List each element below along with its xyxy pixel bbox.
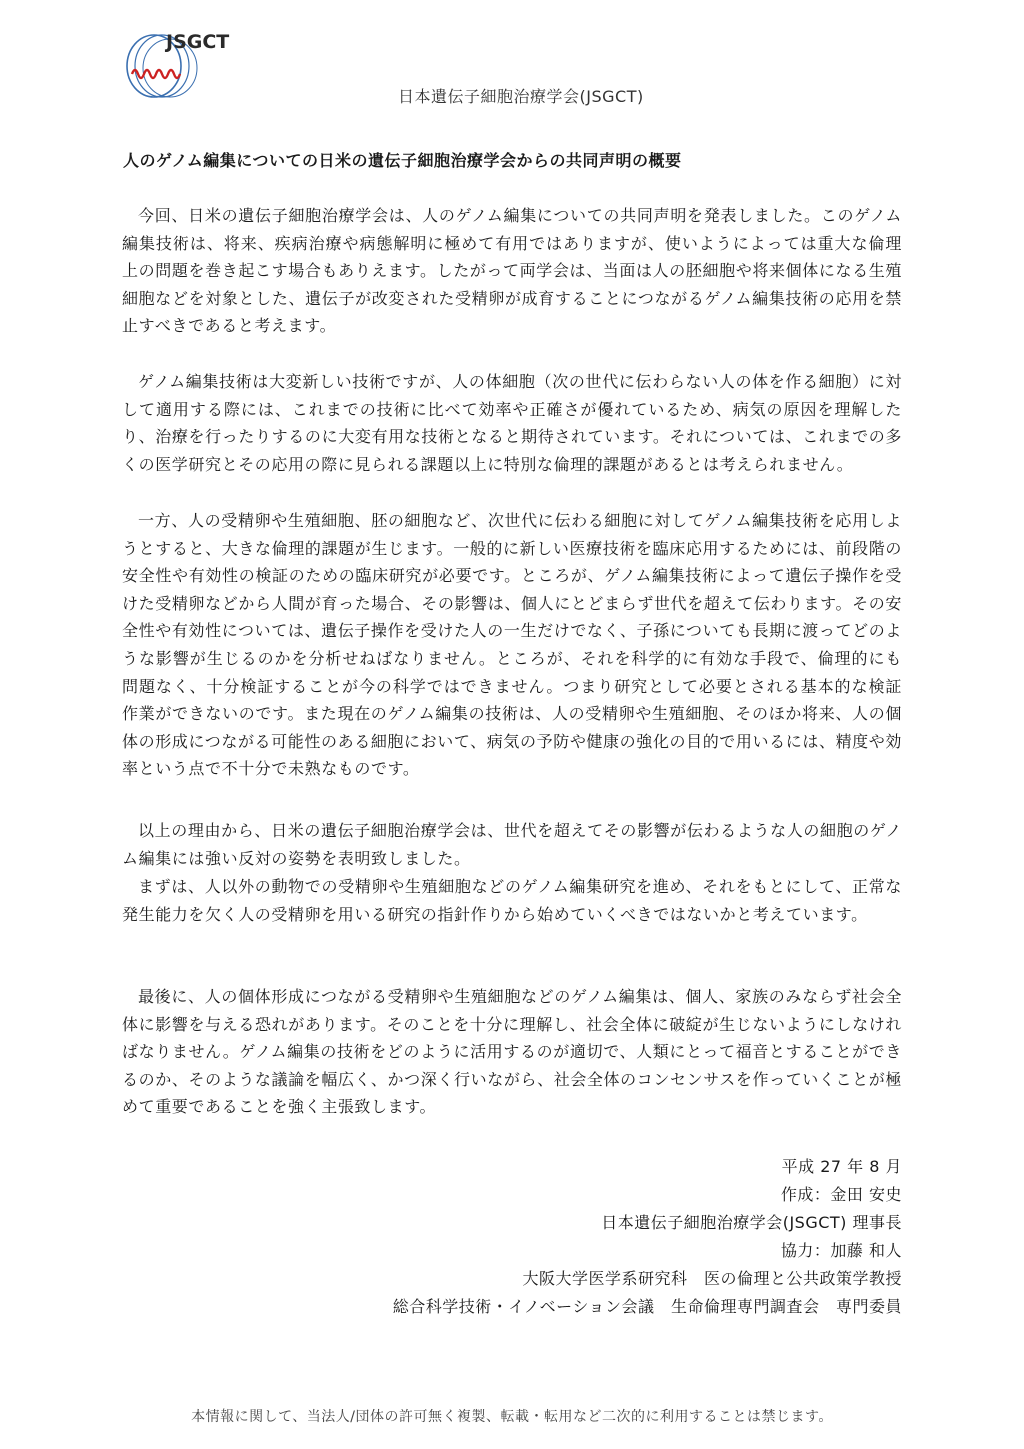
paragraph-4: 以上の理由から、日米の遺伝子細胞治療学会は、世代を超えてその影響が伝わるような人の細胞のゲノム編集には強い反対の姿勢を表明致しました。 [122, 821, 902, 868]
signature-date: 平成 27 年 8 月 [781, 1157, 902, 1176]
signature-author: 作成：金田 安史 [780, 1185, 902, 1204]
paragraph-5: まずは、人以外の動物での受精卵や生殖細胞などのゲノム編集研究を進め、それをもとにして、正常な発生能力を欠く人の受精卵を用いる研究の指針作りから始めていくべきではないかと考えています。 [122, 877, 902, 924]
paragraph-1: 今回、日米の遺伝子細胞治療学会は、人のゲノム編集についての共同声明を発表しました。このゲノム編集技術は、将来、疾病治療や病態解明に極めて有用ではありますが、使いようによっては重大な倫理上の問題を巻き起こす場合もありえます。したがって両学会は、当面は人の胚細胞や将来個体になる生殖細胞などを対象とした、遺伝子が改変された受精卵が成育することにつながるゲノム編集技術の応用を禁止すべきであると考えます。 [122, 206, 902, 336]
paragraph-3: 一方、人の受精卵や生殖細胞、胚の細胞など、次世代に伝わる細胞に対してゲノム編集技術を応用しようとすると、大きな倫理的課題が生じます。一般的に新しい医療技術を臨床応用するためには、前段階の安全性や有効性の検証のための臨床研究が必要です。ところが、ゲノム編集技術によって遺伝子操作を受けた受精卵などから人間が育った場合、その影響は、個人にとどまらず世代を超えて伝わります。その安全性や有効性については、遺伝子操作を受けた人の一生だけでなく、子孫についても長期に渡ってどのような影響が生じるのかを分析せねばなりません。ところが、それを科学的に有効な手段で、倫理的にも問題なく、十分検証することが今の科学ではできません。つまり研究として必要とされる基本的な検証作業ができないのです。また現在のゲノム編集の技術は、人の受精卵や生殖細胞、そのほか将来、人の個体の形成につながる可能性のある細胞において、病気の予防や健康の強化の目的で用いるには、精度や効率という点で不十分で未熟なものです。 [122, 511, 902, 779]
signature-author-title: 日本遺伝子細胞治療学会(JSGCT) 理事長 [601, 1213, 902, 1232]
footer-notice: 本情報に関して、当法人/団体の許可無く複製、転載・転用など二次的に利用することは禁じます。 [191, 1409, 833, 1425]
organization-header: 日本遺伝子細胞治療学会(JSGCT) [398, 87, 644, 106]
paragraph-2: ゲノム編集技術は大変新しい技術ですが、人の体細胞（次の世代に伝わらない人の体を作る細胞）に対して適用する際には、これまでの技術に比べて効率や正確さが優れているため、病気の原因を理解したり、治療を行ったりするのに大変有用な技術となると期待されています。それについては、これまでの多くの医学研究とその応用の際に見られる課題以上に特別な倫理的課題があるとは考えられません。 [122, 372, 902, 474]
signature-cooperator-title-1: 大阪大学医学系研究科 医の倫理と公共政策学教授 [522, 1269, 902, 1288]
logo-text: JSGCT [166, 31, 230, 53]
jsgct-logo [124, 28, 244, 98]
jsgct-logo-mark [124, 28, 244, 98]
paragraph-6: 最後に、人の個体形成につながる受精卵や生殖細胞などのゲノム編集は、個人、家族のみならず社会全体に影響を与える恐れがあります。そのことを十分に理解し、社会全体に破綻が生じないようにしなければなりません。ゲノム編集の技術をどのように活用するのが適切で、人類にとって福音とすることができるのか、そのような議論を幅広く、かつ深く行いながら、社会全体のコンセンサスを作っていくことが極めて重要であることを強く主張致します。 [122, 987, 902, 1117]
signature-cooperator: 協力：加藤 和人 [780, 1241, 902, 1260]
document-title: 人のゲノム編集についての日米の遺伝子細胞治療学会からの共同声明の概要 [123, 151, 682, 170]
signature-cooperator-title-2: 総合科学技術・イノベーション会議 生命倫理専門調査会 専門委員 [392, 1297, 902, 1316]
